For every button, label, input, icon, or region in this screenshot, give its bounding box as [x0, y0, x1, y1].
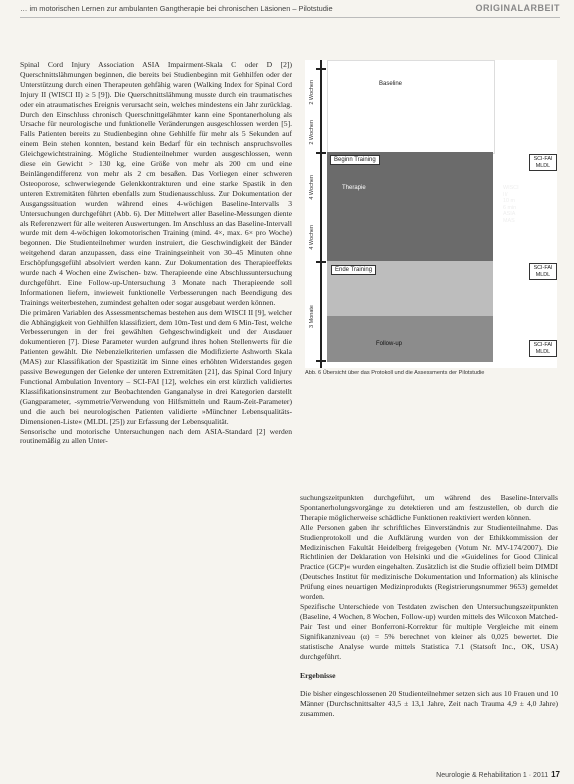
therapy-label: Therapie — [342, 185, 366, 191]
week-label: 4 Wochen — [309, 175, 315, 200]
timeline-tick — [316, 152, 326, 154]
body-paragraph: Die bisher eingeschlossenen 20 Studienteilnehmer setzen sich aus 10 Frauen und 10 Männer (Durchschnittsalter 43,5 ± 13,1 Jahre, Zeit nach Trauma 4,9 ± 4,0 Jahre) zusammen. — [300, 689, 558, 719]
assessment-box: SCI-FAI MLDL — [529, 340, 557, 357]
protocol-figure — [305, 60, 557, 368]
right-column — [300, 493, 558, 719]
timeline-tick — [316, 68, 326, 70]
week-label: 2 Wochen — [309, 120, 315, 145]
timeline-axis — [320, 60, 322, 368]
journal-name: Neurologie & Rehabilitation 1 · 2011 — [436, 772, 549, 779]
body-paragraph: Spinal Cord Injury Association ASIA Impairment-Skala C oder D [2]) Querschnittslähmungen beginnen, die bereits bei Studienbeginn mit Gehhilfen oder der Unterstützung durch einen Therapeuten gehfähig waren (Walking Index for Spinal Cord Injury II (WISCI II) ≥ 5 [9]). Die Querschnittslähmung musste durch ein traumatisches oder ein atraumatisches Ereignis verursacht sein, welches mindestens ein Jahr zurücklag. Durch den Einschluss chronisch Querschnittgelähmter kann eine Spontanerholung als Ursache für neurologische und funktionelle Veränderungen ausgeschlossen werden [5]. Falls Patienten bereits zu Studienbeginn ohne Gehhilfe für mehr als 5 Sekunden auf einem Bein stehen konnten, bestand kein Bedarf für ein technisch anspruchsvolles Gleichgewichtstraining. Mögliche Studienteilnehmer wurden ausgeschlossen, wenn diese ein Gewicht > 130 kg, eine Größe von mehr als 200 cm und eine Beinlängendifferenz von mehr als 2 cm besaßen. Das Vorliegen einer schweren Osteoporose, schwerwiegende Gelenkkontrakturen und eine starke Spastik in den unteren Extremitäten führten ebenfalls zum Studienausschluss. Zur Dokumentation der Ausgangssituation wurden während eines 4-wöchigen Baseline-Intervalls 3 Untersuchungen durchgeführt (Abb. 6). Der Mittelwert aller Baseline-Messungen diente als Referenzwert für alle weiteren Auswertungen. Im Anschluss an das Baseline-Intervall wurde mit dem 4-wöchigen lokomotorischen Training (mind. 4×, max. 6× pro Woche) begonnen. Die Studienteilnehmer wurden instruiert, die Geschwindigkeit der Bänder weitgehend daran anzupassen, dass eine Trainingseinheit von 30–45 Minuten ohne Erschöpfungsgefühl absolviert werden kann. Zur Dokumentation des Therapieeffekts wurde nach 4 Wochen eine Zwischen- bzw. Therapieende eine Abschlussuntersuchung durchgeführt. Eine Follow-up-Untersuchung 3 Monate nach Therapieende soll Informationen liefern, inwieweit funktionelle Verbesserungen nach Beendigung des Trainings weiterbestehen, zumindest gehalten oder sogar ausgebaut werden können. — [20, 60, 292, 307]
running-header — [20, 3, 560, 18]
baseline-label: Baseline — [379, 81, 403, 87]
page-number: 17 — [551, 770, 560, 779]
post-therapy-band — [327, 261, 493, 316]
week-label: 4 Wochen — [309, 225, 315, 250]
running-header-title: … im motorischen Lernen zur ambulanten Gangtherapie bei chronischen Läsionen – Pilotstudie — [20, 4, 333, 13]
left-column — [20, 60, 292, 446]
figure-caption: Abb. 6 Übersicht über das Protokoll und die Assessments der Pilotstudie — [305, 370, 485, 376]
timeline-tick — [316, 360, 326, 362]
week-label: 3 Monate — [309, 305, 315, 328]
section-label: ORIGINALARBEIT — [475, 3, 560, 13]
body-paragraph: Alle Personen gaben ihr schriftliches Einverständnis zur Studienteilnahme. Das Studienprotokoll und die Aufklärung wurden von der Ethikkommission der Medizinischen Fakultät Heidelberg freigegeben (Votum Nr. MV-174/2007). Die Richtlinien der Deklaration von Helsinki und die »Guidelines for Good Clinical Practice (GCP)« wurden eingehalten. Zusätzlich ist die Studie offiziell beim DIMDI (Deutsches Institut für medizinische Dokumentation und Information) als klinische Prüfung eines neuartigen Medizinprodukts (Registrierungsnummer 9653) gemeldet worden. — [300, 522, 558, 602]
followup-label: Follow-up — [376, 341, 403, 347]
assessment-box: SCI-FAI MLDL — [529, 154, 557, 171]
section-heading: Ergebnisse — [300, 671, 336, 681]
timeline-tick — [316, 261, 326, 263]
assessment-list: WISCI II/ 10 m 6 min ASIA MAS — [503, 185, 519, 224]
followup-band — [327, 316, 493, 362]
therapy-band — [327, 152, 493, 261]
assessment-box: SCI-FAI MLDL — [529, 263, 557, 280]
marker-start-training: Beginn Training — [330, 155, 380, 165]
page-footer — [436, 770, 560, 779]
body-paragraph: Sensorische und motorische Untersuchungen nach dem ASIA-Standard [2] werden routinemäßig zu allen Unter- — [20, 426, 292, 446]
body-paragraph: suchungszeitpunkten durchgeführt, um während des Baseline-Intervalls Spontanerholungsvorgänge zu detektieren und am festzustellen, ob durch die Therapie möglicherweise schädliche Funktionen reaktiviert werden können. — [300, 493, 558, 522]
body-paragraph: Die primären Variablen des Assessmentschemas bestehen aus dem WISCI II [9], welcher die Abhängigkeit von Gehhilfen klassifiziert, dem 10m-Test und dem 6 Min-Test, welche Verbesserungen in der frei gewählten Gehgeschwindigkeit und der Ausdauer dokumentieren [7]. Diese Parameter wurden aufgrund ihres hohen Stellenwerts für die Patienten gewählt. Die Nebenzielkriterien umfassen die Modifizierte Ashworth Skala (MAS) zur Klassifikation der Spastizität im Sinne eines erhöhten Widerstandes gegen passive Bewegungen der Gelenke der unteren Extremitäten [21], das Spinal Cord Injury Functional Ambulation Inventory – SCI-FAI [12], welches ein erst kürzlich validiertes Klassifikationsinstrument zur Beobachtenden Ganganalyse in drei Kategorien darstellt (Gangparameter, -symmetrie/Verwendung von Hilfsmitteln und Raum-Zeit-Parameter) und die auch bei neurologischen Patienten validierte »Münchner Lebensqualitäts-Dimensionen-Liste« (MLDL [25]) zur Erfassung der Lebensqualität. — [20, 307, 292, 426]
body-paragraph: Spezifische Unterschiede von Testdaten zwischen den Untersuchungszeitpunkten (Baseline, 4 Wochen, 8 Wochen, Follow-up) wurden mittels des Wilcoxon Matched-Pair Test und einer Bonferroni-Korrektur für multiple Vergleiche mit einem Signifikanzniveau (α) = 5% berechnet von kleiner als 0,025 bewertet. Die statistische Analyse wurde mittels Statistica 7.1 (Statsoft Inc., OK, USA) durchgeführt. — [300, 601, 558, 661]
baseline-band — [327, 60, 495, 154]
week-label: 2 Wochen — [309, 80, 315, 105]
marker-end-training: Ende Training — [331, 265, 376, 275]
